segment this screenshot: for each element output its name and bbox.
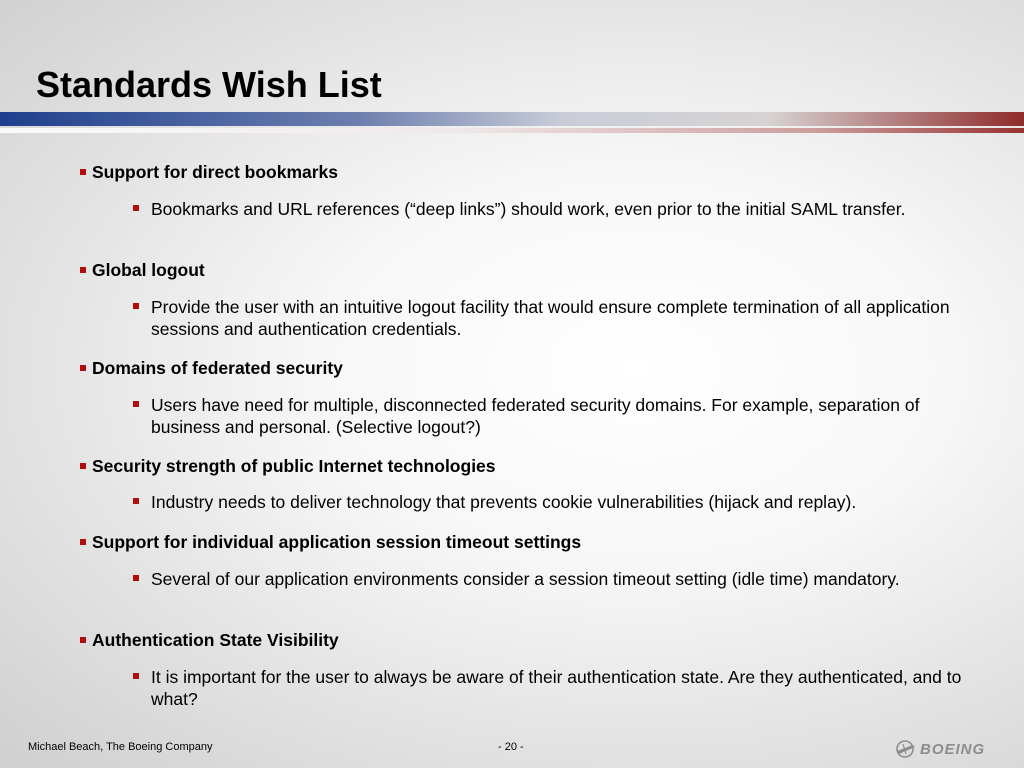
bullet-heading-text: Global logout: [92, 260, 205, 280]
square-bullet-icon: [80, 365, 86, 371]
bullet-detail: [133, 568, 963, 590]
square-bullet-icon: [133, 498, 139, 504]
bullet-detail: [133, 666, 963, 710]
bullet-detail-text: Several of our application environments consider a session timeout setting (idle time) mandatory.: [151, 569, 900, 589]
bullet-heading-text: Authentication State Visibility: [92, 630, 339, 650]
square-bullet-icon: [133, 401, 139, 407]
bullet-heading: [80, 162, 338, 183]
bullet-detail-text: Bookmarks and URL references (“deep links”) should work, even prior to the initial SAML transfer.: [151, 199, 906, 219]
bullet-heading: [80, 456, 496, 477]
square-bullet-icon: [80, 267, 86, 273]
bullet-detail-text: Provide the user with an intuitive logout facility that would ensure complete termination of all application sessions and authentication credentials.: [151, 297, 950, 339]
bullet-detail-text: It is important for the user to always be aware of their authentication state. Are they authenticated, and to what?: [151, 667, 962, 709]
square-bullet-icon: [133, 575, 139, 581]
bullet-heading-text: Support for individual application session timeout settings: [92, 532, 582, 552]
bullet-heading-text: Security strength of public Internet technologies: [92, 456, 496, 476]
square-bullet-icon: [80, 169, 86, 175]
square-bullet-icon: [80, 463, 86, 469]
bullet-heading: [80, 260, 205, 281]
bullet-heading-text: Support for direct bookmarks: [92, 162, 339, 182]
slide-title: Standards Wish List: [36, 64, 382, 105]
page-number: - 20 -: [498, 741, 524, 753]
square-bullet-icon: [80, 539, 86, 545]
square-bullet-icon: [133, 673, 139, 679]
boeing-logo-text: BOEING: [920, 741, 986, 758]
bullet-detail: [133, 491, 963, 513]
square-bullet-icon: [133, 205, 139, 211]
bullet-heading: [80, 358, 343, 379]
square-bullet-icon: [133, 303, 139, 309]
bullet-detail: [133, 198, 963, 220]
boeing-logo-icon: [894, 736, 1018, 760]
bullet-detail: [133, 394, 963, 438]
bullet-detail: [133, 296, 963, 340]
bullet-heading: [80, 532, 581, 553]
bullet-heading-text: Domains of federated security: [92, 358, 343, 378]
footer-author: Michael Beach, The Boeing Company: [28, 741, 213, 753]
bullet-detail-text: Users have need for multiple, disconnected federated security domains. For example, separation of business and personal. (Selective logout?): [151, 395, 920, 437]
bullet-detail-text: Industry needs to deliver technology that prevents cookie vulnerabilities (hijack and replay).: [151, 492, 857, 512]
bullet-heading: [80, 630, 339, 651]
square-bullet-icon: [80, 637, 86, 643]
